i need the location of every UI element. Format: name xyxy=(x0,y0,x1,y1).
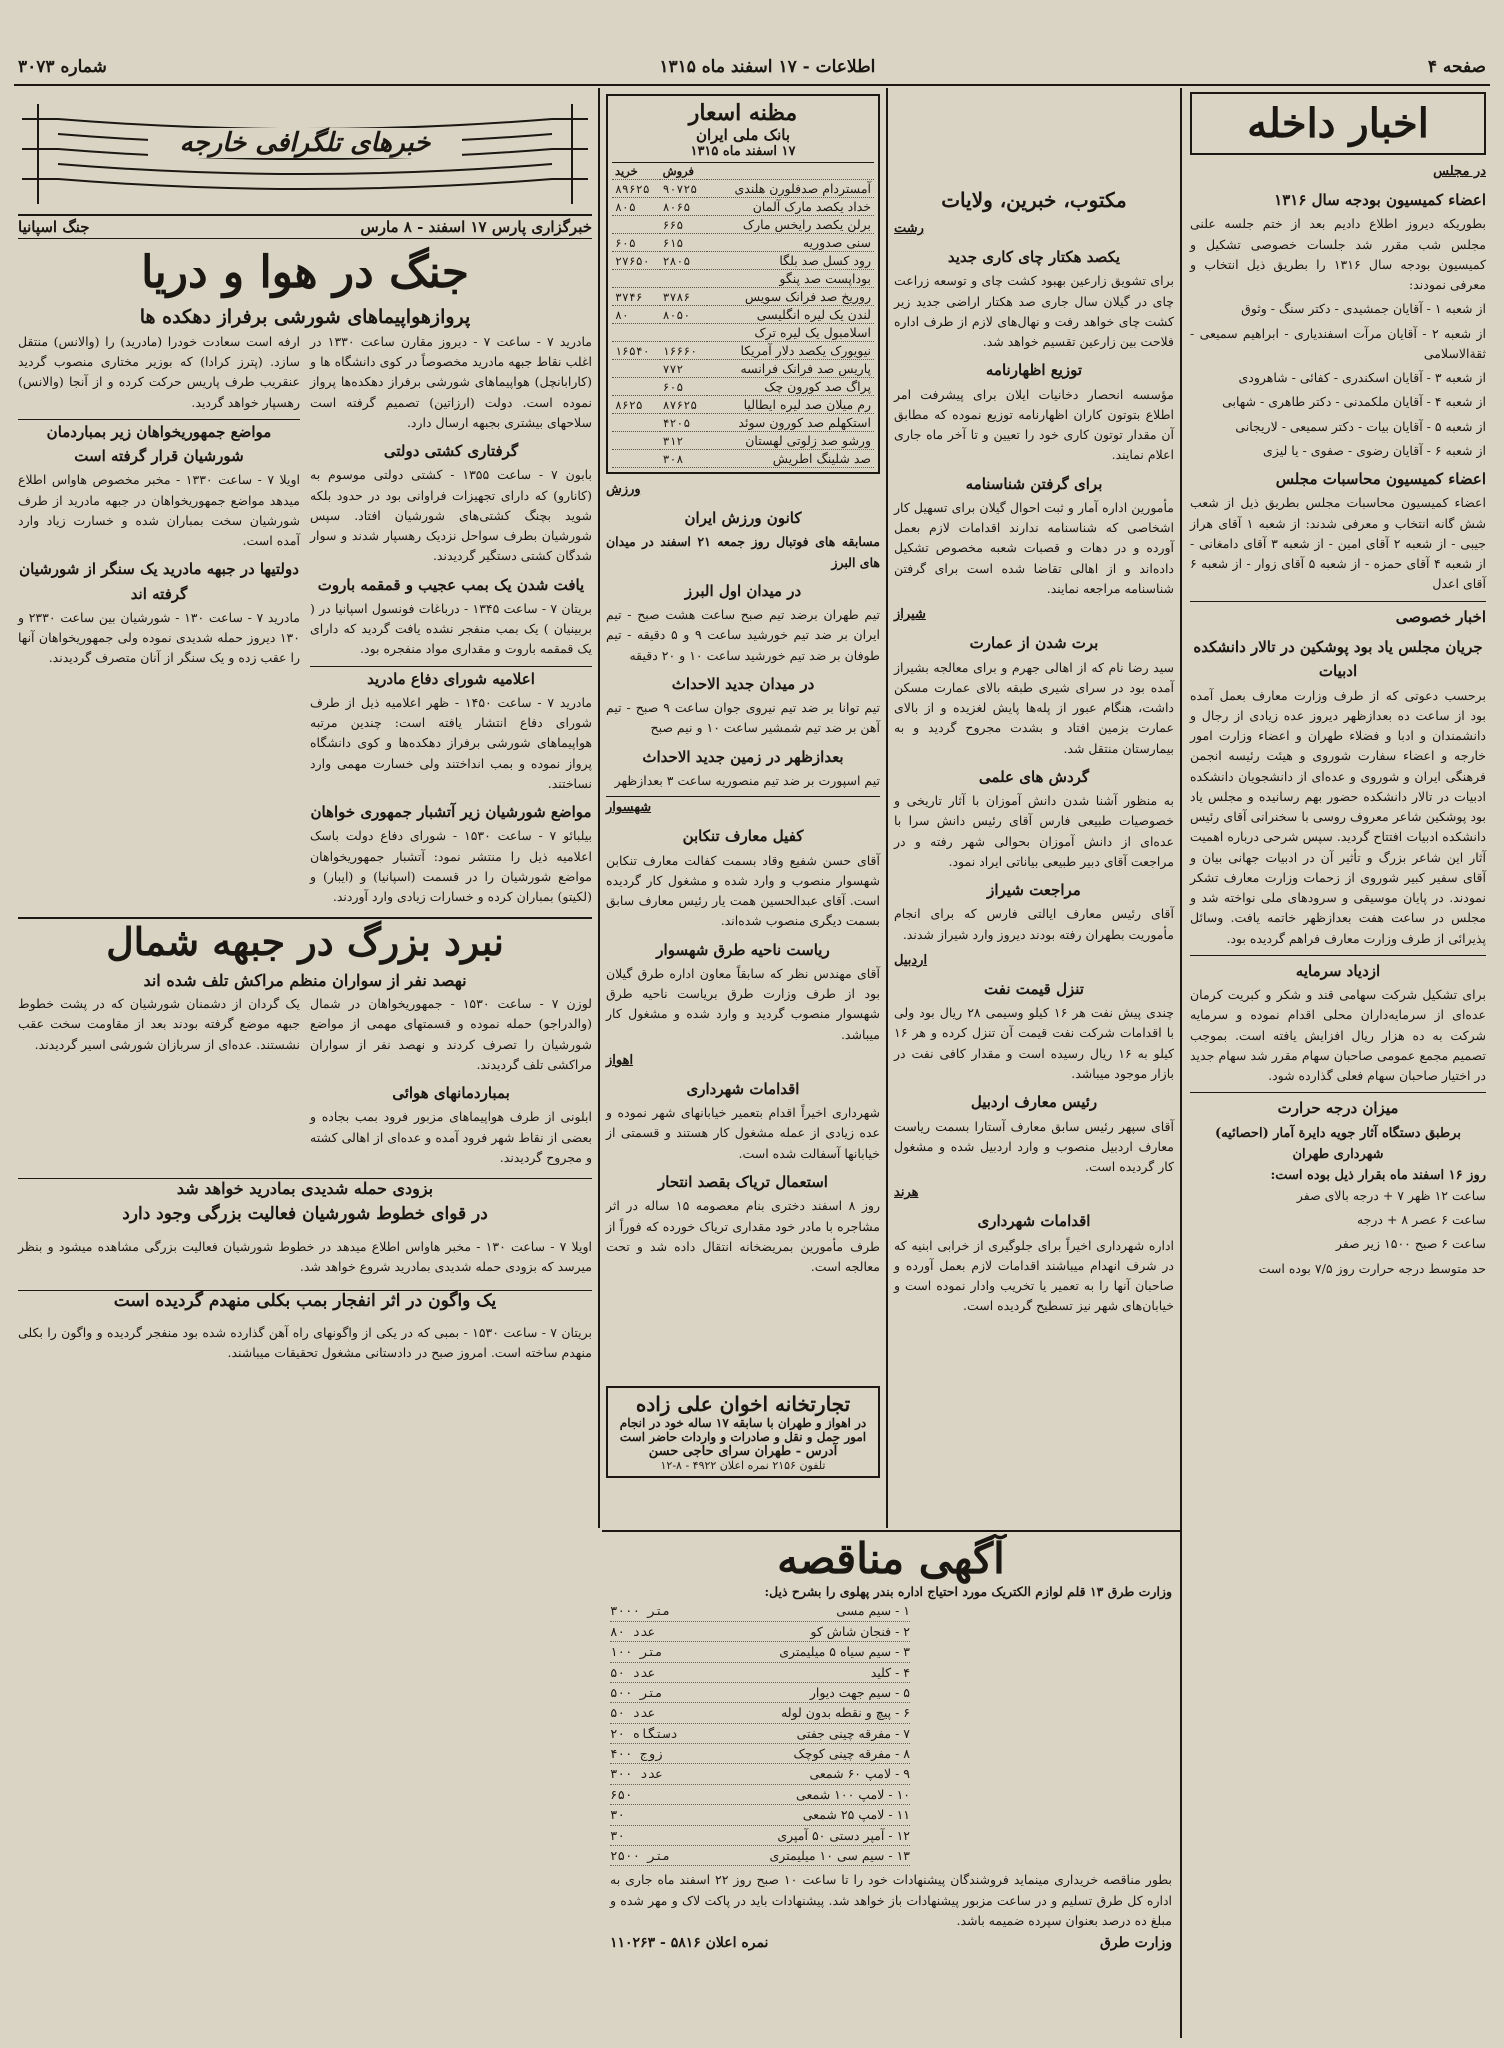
field3-text: تیم اسپورت بر ضد تیم منصوریه ساعت ۳ بعدازظهر xyxy=(614,772,880,788)
tea-headline: یکصد هکتار چای کاری جدید xyxy=(947,248,1121,267)
exchange-rates-box xyxy=(606,94,880,474)
tender-item: ۱ - سیم مسی ۳۰۰۰ متر xyxy=(610,1601,910,1621)
domestic-column xyxy=(1186,88,1490,2038)
trade-ad-title: تجارتخانه اخوان علی زاده xyxy=(635,1392,851,1416)
fall-text: سید رضا نام که از اهالی جهرم و برای معالجه بشیراز آمده بود در سرای شیری طبقه بالای عمارت مسکن داشت، هنگام عبور از پله‌ها پایش لغزیده و از بالای عمارت بزمین افتاد و بشدت مجروح گردید و به بیمارستان منتقل شد. xyxy=(894,659,1174,756)
declaration-text: مؤسسه انحصار دخانیات ایلان برای پیشرفت امر اطلاع بتوتون کاران اظهارنامه توزیع نموده که مطابق آن مقدار توتون کاری خود را تعیین و تا آخر ماه جاری اعلام نمایند. xyxy=(894,386,1174,463)
science-trip-headline: گردش های علمی xyxy=(978,767,1090,786)
budget-member: از شعبه ۴ - آقایان ملکمدنی - دکتر طاهری - شهابی xyxy=(1222,394,1486,410)
poshkin-headline: جریان مجلس یاد بود پوشکین در تالار دانشکده ادبیات xyxy=(1193,637,1483,681)
north-front-text: لوزن ۷ - ساعت ۱۵۳۰ - جمهوریخواهان در شمال (والدراجو) حمله نموده و قسمتهای مهمی از مواضع شورشیان را تصرف کردند و نهصد نفر از سواران مراکشی تلف گردیدند. xyxy=(310,996,592,1072)
council-headline: اعلامیه شورای دفاع مادرید xyxy=(310,666,592,691)
tender-item: ۷ - مفرقه چینی جفتی ۲۰ دستگاه xyxy=(610,1724,910,1744)
tender-item: ۱۱ - لامپ ۲۵ شمعی ۳۰ xyxy=(610,1805,910,1825)
tender-item: ۵ - سیم جهت دیوار ۵۰۰ متر xyxy=(610,1683,910,1703)
tender-item: ۳ - سیم سیاه ۵ میلیمتری ۱۰۰ متر xyxy=(610,1642,910,1662)
tender-text: بطور مناقصه خریداری مینماید فروشندگان پیشنهادات خود را تا ساعت ۱۰ صبح روز ۲۲ اسفند ماه جاری به اداره کل طرق تسلیم و در ساعت مزبور پیشنهادات باز خواهد شد. پیشنهادات باید در پاکت لاک و مهر شده و مبلغ ده درصد بعنوان سپرده ضمیمه باشد. xyxy=(610,1872,1173,1928)
rate-row: بوداپست صد پنگو xyxy=(612,270,874,288)
rate-row: رم میلان صد لیره ایطالیا ۸۷۶۲۵ ۸۶۲۵ xyxy=(612,396,874,414)
artillery-text: بیلبائو ۷ - ساعت ۱۵۳۰ - شورای دفاع دولت باسک اعلامیه ذیل را منتشر نمود: آتشبار جمهوریخواهان مواضع شورشیان را در قسمت (اسپانیا) و (ایبار) و (لکیتو) بمباران کرده و خسارات زیادی وارد آوردند. xyxy=(310,828,592,905)
city-rasht: رشت xyxy=(894,221,924,236)
bomb-found-headline: یافت شدن یک بمب عجیب و قمقمه باروت xyxy=(317,575,585,594)
budget-member: از شعبه ۲ - آقایان مرآت اسفندیاری - ابراهیم سمیعی - ثقةالاسلامی xyxy=(1190,325,1487,361)
city-shiraz: شیراز xyxy=(894,607,926,623)
issue-number: شماره ۳۰۷۳ xyxy=(18,57,107,77)
north-subcolumn-left xyxy=(18,994,300,1172)
col-rule-2 xyxy=(886,88,888,1528)
sports-label: ورزش xyxy=(606,482,641,497)
exchange-date: ۱۷ اسفند ماه ۱۳۱۵ xyxy=(612,144,874,163)
foreign-column xyxy=(14,88,596,2038)
trench-text: مادرید ۷ - ساعت ۱۳۰ - شورشیان بین ساعت ۲۳۳۰ و ۱۳۰ دیروز حمله شدیدی نموده ولی جمهوریخواهان آنها را عقب زده و یک سنگر از آنان متصرف گردیدند. xyxy=(18,609,300,666)
roads-text: آقای مهندس نظر که سابقاً معاون اداره طرق گیلان بود از طرف وزارت طرق بریاست ناحیه طرق شهسوار منصوب گردید و وارد شده و مشغول کار میباشد. xyxy=(606,965,880,1042)
wagon-headline: یک واگون در اثر انفجار بمب بکلی منهدم گردیده است xyxy=(18,1290,592,1311)
budget-headline: اعضاء کمیسیون بودجه سال ۱۳۱۶ xyxy=(1274,191,1486,210)
trench-headline: دولتیها در جبهه مادرید یک سنگر از شورشیان گرفته اند xyxy=(19,560,299,603)
north-subcolumn-right xyxy=(310,994,592,1172)
foreign-subcolumn-left xyxy=(18,332,300,912)
tonekabon-text: آقای حسن شفیع وقاد بسمت کفالت معارف تنکابن شهسوار منصوب و وارد شده و مشغول کار گردیده است. آقای عبدالحسین همت یار رئیس معارف سابق بسمت دیگری منصوب شده‌اند. xyxy=(606,852,880,929)
page-number: صفحه ۴ xyxy=(1427,57,1486,77)
rate-row: سنی صدوریه ۶۱۵ ۶۰۵ xyxy=(612,234,874,252)
budget-text: بطوریکه دیروز اطلاع دادیم بعد از ختم جلسه علنی مجلس شب مقرر شد جلسات خصوصی تشکیل و کمیسیون بودجه سال ۱۳۱۶ را بطریق ذیل انتخاب و معرفی نمودند: xyxy=(1190,216,1487,293)
rate-row: ورشو صد زلوتی لهستان ۳۱۲ xyxy=(612,432,874,450)
paper-date: اطلاعات - ۱۷ اسفند ماه ۱۳۱۵ xyxy=(659,57,876,77)
tender-top-rule xyxy=(602,1530,1180,1532)
municipality-text: اداره شهرداری اخیراً برای جلوگیری از خرابی ابنیه که در شرف انهدام میباشند اقدامات لازم بعمل آورده و صاحبان آنها را به تعمیر یا تخریب وادار نموده است و خیابان‌های شهر نیز تسطیح گردیده است. xyxy=(894,1237,1174,1314)
sports-club: کانون ورزش ایران xyxy=(684,509,802,528)
ship-seized-headline: گرفتاری کشتی دولتی xyxy=(383,442,519,461)
private-news-headline: اخبار خصوصی xyxy=(1190,601,1486,629)
weather-row: ساعت ۱۲ ظهر ۷ + درجه بالای صفر xyxy=(1296,1187,1486,1203)
rate-row: لندن یک لیره انگلیسی ۸۰۵۰ ۸۰ xyxy=(612,306,874,324)
declaration-headline: توزیع اظهارنامه xyxy=(985,361,1083,380)
field3-headline: بعدازظهر در زمین جدید الاحداث xyxy=(642,747,844,766)
spain-war-label: جنگ اسپانیا xyxy=(18,218,90,236)
tonekabon-headline: کفیل معارف تنکابن xyxy=(682,827,804,846)
ship-seized-text: بابون ۷ - ساعت ۱۳۵۵ - کشتی دولتی موسوم به (کانارو) که دارای تجهیزات فراوانی بود در حدود بلکه شوید بچنگ کشتی‌های شورشیان افتاد. سپس شورشیان بطرف سواحل نزدیک رهسپار شدند و سوار شدگان کشتی دستگیر گردیدند. xyxy=(310,467,592,564)
id-card-headline: برای گرفتن شناسنامه xyxy=(965,474,1103,493)
return-text: آقای رئیس معارف ایالتی فارس که برای انجام مأموریت بطهران رفته بودند دیروز وارد شیراز شدند. xyxy=(894,906,1174,942)
ahvaz-municipality-text: شهرداری اخیراً اقدام بتعمیر خیابانهای شهر نموده و عده زیادی از عمله مشغول کار هستند و قسمتی از خیابانها آسفالت شده است. xyxy=(606,1105,880,1161)
rate-row: آمستردام صدفلورن هلندی ۹۰۷۲۵ ۸۹۶۲۵ xyxy=(612,180,874,198)
council-text: مادرید ۷ - ساعت ۱۴۵۰ - ظهر اعلامیه ذیل از طرف شورای دفاع انتشار یافته است: چندین مرتبه هواپیماهای شورشی برفراز دهکده‌ها و کوی دانشگاه پرواز نموده و بمب انداختند ولی خسارت مهمی وارد نساختند. xyxy=(310,694,592,791)
flight-text: مادرید ۷ - ساعت ۷ - دیروز مقارن ساعت ۱۳۳۰ در اغلب نقاط جبهه مادرید مخصوصاً در کوی دانشگاه ها و (کارابانچل) هواپیماهای شورشی برفراز دهکده‌ها پرواز نموده است. دولت (ارزاتین) تصمیم گرفته است سلاحهای بیشتری بجبهه ارسال دارد. xyxy=(310,333,592,430)
buy-header: خرید xyxy=(612,163,660,180)
rate-row: اسلامبول یک لیره ترک xyxy=(612,324,874,342)
tender-item: ۸ - مفرقه چینی کوچک ۴۰۰ زوج xyxy=(610,1744,910,1764)
foreign-subcolumn-right xyxy=(310,332,592,912)
trade-ad xyxy=(606,1386,880,1478)
fall-headline: برت شدن از عمارت xyxy=(969,634,1099,653)
attack-text: اویلا ۷ - ساعت ۱۳۰ - مخبر هاواس اطلاع میدهد در خطوط شورشیان فعالیت بزرگی مشاهده میشود و بنظر میرسد که بزودی حمله شدیدی بمادرید شروع خواهد شد. xyxy=(18,1238,592,1274)
main-headline: جنگ در هوا و دریا xyxy=(141,247,469,298)
budget-member: از شعبه ۵ - آقایان بیات - دکتر سمیعی - لاریجانی xyxy=(1235,418,1486,434)
market-column xyxy=(602,88,884,1528)
tender-notice xyxy=(604,1534,1178,2034)
oil-price-text: چندی پیش نفت هر ۱۶ کیلو وسیمی ۲۸ ریال بود ولی با اقدامات شرکت نفت قیمت آن تنزل کرده و هر ۱۶ کیلو به ۱۶ ریال رسیده است و مقدار کافی نفت در بازار موجود میباشد. xyxy=(894,1005,1175,1081)
rate-row: صد شلینگ اطریش ۳۰۸ xyxy=(612,450,874,468)
exchange-title: مظنه اسعار xyxy=(688,100,798,126)
bank-name: بانک ملی ایران xyxy=(695,126,791,144)
attack-subheadline: در قوای خطوط شورشیان فعالیت بزرگی وجود دارد xyxy=(122,1204,488,1225)
tender-signature: وزارت طرق xyxy=(1100,1935,1172,1952)
rate-row: رود کسل صد بلگا ۲۸۰۵ ۲۷۶۵۰ xyxy=(612,252,874,270)
trade-ad-text: در اهواز و طهران با سابقه ۱۷ ساله خود در انجام امور حمل و نقل و صادرات و واردات حاضر است xyxy=(619,1416,867,1444)
city-ardabil: اردبیل xyxy=(894,952,928,968)
weather-headline: میزان درجه حرارت xyxy=(1190,1092,1486,1120)
telegraph-title: خبرهای تلگرافی خارجه xyxy=(148,128,462,158)
rate-row: نیویورک یکصد دلار آمریکا ۱۶۶۶۰ ۱۶۵۴۰ xyxy=(612,342,874,360)
republicans-bombed-text: اویلا ۷ - ساعت ۱۳۳۰ - مخبر مخصوص هاواس اطلاع میدهد مواضع جمهوریخواهان در جبهه مادرید از طرف شورشیان سخت بمباران شده و خسارت زیاد وارد آمده است. xyxy=(18,472,300,549)
municipality-headline: اقدامات شهرداری xyxy=(977,1212,1091,1231)
tender-item: ۱۲ - آمپر دستی ۵۰ آمپری ۳۰ xyxy=(610,1826,910,1846)
trade-ad-phone: تلفون ۲۱۵۶ نمره اعلان ۴۹۲۲ - ۸-۱۲ xyxy=(660,1459,826,1472)
weather-row: ساعت ۶ عصر ۸ + درجه xyxy=(1356,1212,1486,1228)
tender-intro: وزارت طرق ۱۳ قلم لوازم الکتریک مورد احتیاج اداره بندر پهلوی را بشرح ذیل: xyxy=(764,1584,1172,1600)
telegraph-banner xyxy=(18,94,592,214)
rate-row: استکهلم صد کورون سوئد ۴۲۰۵ xyxy=(612,414,874,432)
tender-item: ۲ - فنجان شاش کو ۸۰ عدد xyxy=(610,1622,910,1642)
attack-headline: بزودی حمله شدیدی بمادرید خواهد شد xyxy=(18,1178,592,1198)
domestic-title: اخبار داخله xyxy=(1190,92,1486,155)
budget-member: از شعبه ۳ - آقایان اسکندری - کفائی - شاهرودی xyxy=(1238,370,1486,386)
majlis-label: در مجلس xyxy=(1433,164,1486,179)
wagon-text: بریتان ۷ - ساعت ۱۵۳۰ - بمبی که در یکی از واگونهای راه آهن گذارده شده بود منفجر گردیده و واگون را بکلی منهدم ساخته است. امروز صبح در دادستانی مشغول تحقیقات میباشند. xyxy=(18,1325,592,1361)
weather-row: ساعت ۶ صبح ۱۵۰۰ زیر صفر xyxy=(1335,1236,1486,1252)
main-subheadline: پروازهواپیماهای شورشی برفراز دهکده ها xyxy=(139,305,471,328)
field1-headline: در میدان اول البرز xyxy=(684,581,802,600)
tender-item: ۴ - کلید ۵۰ عدد xyxy=(610,1663,910,1683)
weather-note: روز ۱۶ اسفند ماه بقرار ذیل بوده است: xyxy=(1270,1167,1486,1183)
budget-member: از شعبه ۱ - آقایان جمشیدی - دکتر سنگ - وثوق xyxy=(1241,301,1486,317)
bomb-found-text: بریتان ۷ - ساعت ۱۳۴۵ - درباغات فونسول اسپانیا در ( بربینیان ) یک بمب منفجر نشده یافت گردید که دارای یک قمقمه باروت و مقداری مواد منفجره بود. xyxy=(310,600,592,657)
north-front-subheadline: نهصد نفر از سواران منظم مراکش تلف شده اند xyxy=(143,971,467,991)
valencia-text: ارفه است سعادت خودرا (مادرید) را (والانس) منتقل سازد. (پترز کرادا) که بوزیر مختاری منصوب گردید عنقریب طرف پاریس حرکت کرده و از آنجا (والانس) رهسپار خواهد گردید. xyxy=(18,333,300,410)
sell-header: فروش xyxy=(660,163,708,180)
north-front-headline: نبرد بزرگ در جبهه شمال xyxy=(18,917,592,965)
provincial-title: مکتوب، خبرین، ولایات xyxy=(941,188,1127,212)
rates-table xyxy=(612,163,874,468)
sports-subtitle: مسابقه های فوتبال روز جمعه ۲۱ اسفند در میدان های البرز xyxy=(606,534,880,570)
poshkin-text: برحسب دعوتی که از طرف وزارت معارف بعمل آمده بود از ساعت ده بعدازظهر دیروز عده زیادی از رجال و دانشمندان و ادبا و فضلاء طهران و اعضاء وزارت امور خارجه و اعضاء سفارت شوروی و هیئت رئیسه انجمن فرهنگی ایران و شوروی و عده‌ای از دانشجویان دانشکده ادبیات در تالار دانشکده حضور بهم رسانیده و مجلس یاد بود پوشکین شاعر معروف روسی با سخنرانی آقای رئیس دانشکده ادبیات افتتاح گردید. سپس شرحی درباره اهمیت آثار این شاعر بزرگ و تأثیر آن در ادبیات جهانی بیان و آقای سفیر کبیر شوروی از زحمات وزارت معارف تشکر نمودند. در پایان موسیقی و سرودهای ملی نواخته شد و مجلس در ساعت هفت بعدازظهر خاتمه یافت. وسائل پذیرائی از طرف وزارت معارف فراهم گردیده بود. xyxy=(1190,687,1486,946)
rates-header-row xyxy=(612,163,874,180)
education-head-headline: رئیس معارف اردبیل xyxy=(970,1093,1098,1112)
rate-row: پراگ صد کورون چک ۶۰۵ xyxy=(612,378,874,396)
news-source: خبرگزاری پارس ۱۷ اسفند - ۸ مارس xyxy=(360,218,592,236)
accounts-headline: اعضاء کمیسیون محاسبات مجلس xyxy=(1275,470,1486,489)
ahvaz-label: اهواز xyxy=(606,1052,634,1068)
city-herand: هرند xyxy=(894,1185,919,1201)
accounts-text: اعضاء کمیسیون محاسبات مجلس بطریق ذیل از شعب شش گانه انتخاب و معرفی شدند: از شعبه ۱ آقای هراز جیبی - از شعبه ۲ آقای امین - از شعبه ۳ آقای دامغانی - از شعبه ۴ آقای حمزه - از شعبه ۵ آقای زوار - از شعبه ۶ آقای اعدل xyxy=(1190,495,1486,592)
air-raids-headline: بمباردمانهای هوائی xyxy=(392,1084,510,1103)
field2-text: تیم توانا بر ضد تیم نیروی جوان ساعت ۹ صبح - تیم آهن بر ضد تیم شمشیر ساعت ۱۰ و نیم صبح xyxy=(606,700,880,736)
republicans-bombed-headline: مواضع جمهوریخواهان زیر بمباردمان شورشیان قرار گرفته است xyxy=(18,419,300,469)
id-card-text: مأمورین اداره آمار و ثبت احوال گیلان برای تسهیل کار اشخاصی که شناسنامه ندارند اقدامات لازم بعمل آورده و در دهات و قصبات شعبه مخصوص تشکیل داده‌اند و از اهالی تقاضا شده است برای گرفتن شناسنامه مراجعه نمایند. xyxy=(894,499,1174,596)
field1-text: تیم طهران برضد تیم صبح ساعت هشت صبح - تیم ایران بر ضد تیم خورشید ساعت ۹ و ۵ دقیقه - تیم طوفان بر ضد تیم خورشید ساعت ۱۰ و ۲۰ دقیقه xyxy=(606,607,880,663)
provincial-column xyxy=(890,88,1178,1528)
header-bar xyxy=(14,52,1490,82)
tea-text: برای تشویق زارعین بهبود کشت چای و توسعه زراعت چای در گیلان سال جاری صد هکتار اراضی جدید زیر کشت چای خواهد رفت و نهال‌های لازم از طرف اداره فلاحت بین زارعین تقسیم خواهد شد. xyxy=(894,273,1174,350)
col-rule-1 xyxy=(1180,88,1182,2038)
budget-member: از شعبه ۶ - آقایان رضوی - صفوی - یا لیزی xyxy=(1263,442,1486,458)
shahsavar-label: شهسوار xyxy=(606,796,880,818)
rate-row: خداد یکصد مارک آلمان ۸۰۶۵ ۸۰۵ xyxy=(612,198,874,216)
tender-items xyxy=(610,1601,910,1866)
capital-text: برای تشکیل شرکت سهامی قند و شکر و کبریت کرمان عده‌ای از سرمایه‌داران محلی اقدام نموده و سرمایه شرکت به ده هزار ریال افزایش یافته است. بموجب تصمیم مجمع عمومی صاحبان سهام مقرر شد سهام جدید در اختیار صاحبان سهام فعلی گذارده شود. xyxy=(1190,987,1486,1084)
col-rule-3 xyxy=(598,88,600,1528)
weather-subtitle: برطبق دستگاه آثار جویه دایرة آمار (احصائیه) شهرداری طهران xyxy=(1215,1125,1461,1162)
return-headline: مراجعت شیراز xyxy=(987,881,1081,900)
tender-item: ۶ - پیچ و نقطه بدون لوله ۵۰ عدد xyxy=(610,1703,910,1723)
science-trip-text: به منظور آشنا شدن دانش آموزان با آثار تاریخی و خصوصیات طبیعی فارس آقای رئیس دانش سرا با عده‌ای از دانش آموزان بحوالی شهر رفته و در مراجعت آقای دبیر طبیعی بیاناتی ایراد نمود. xyxy=(894,793,1174,869)
roads-headline: ریاست ناحیه طرق شهسوار xyxy=(656,940,830,959)
tender-item: ۱۰ - لامپ ۱۰۰ شمعی ۶۵۰ xyxy=(610,1785,910,1805)
rate-row: پاریس صد فرانک فرانسه ۷۷۲ xyxy=(612,360,874,378)
opium-text: روز ۸ اسفند دختری بنام معصومه ۱۵ ساله در اثر مشاجره با مادر خود مقداری تریاک خورده که فوراً از طرف مأمورین بمریضخانه انتقال داده شد و تحت معالجه است. xyxy=(606,1198,880,1275)
tender-item: ۹ - لامپ ۶۰ شمعی ۳۰۰ عدد xyxy=(610,1764,910,1784)
air-raids-text: ابلونی از طرف هواپیماهای مزبور فرود بمب بجاده و بعضی از نقاط شهر فرود آمده و عده‌ای از اهالی کشته و مجروح گردیدند. xyxy=(310,1109,592,1165)
opium-headline: استعمال تریاک بقصد انتحار xyxy=(658,1172,828,1191)
oil-price-headline: تنزل قیمت نفت xyxy=(984,979,1084,998)
header-rule xyxy=(14,84,1490,86)
tender-item: ۱۳ - سیم سی ۱۰ میلیمتری ۲۵۰۰ متر xyxy=(610,1846,910,1866)
trade-ad-address: آدرس - طهران سرای حاجی حسن xyxy=(648,1444,838,1459)
ahvaz-municipality-headline: اقدامات شهرداری xyxy=(686,1079,800,1098)
tender-number: نمره اعلان ۵۸۱۶ - ۱۱۰۲۶۳ xyxy=(610,1935,769,1952)
education-head-text: آقای سپهر رئیس سابق معارف آستارا بسمت ریاست معارف اردبیل منصوب و وارد اردبیل شده و مشغول کار گردیده است. xyxy=(894,1118,1174,1175)
battalion-text: یک گردان از دشمنان شورشیان که در پشت خطوط جبهه موضع گرفته بودند بعد از مقاومت سخت عقب نشستند. عده‌ای از سربازان شورشی اسیر گردیدند. xyxy=(18,996,300,1052)
weather-average: حد متوسط درجه حرارت روز ۷/۵ بوده است xyxy=(1258,1260,1486,1276)
rate-row: برلن یکصد رایخس مارک ۶۶۵ xyxy=(612,216,874,234)
artillery-headline: مواضع شورشیان زیر آتشبار جمهوری خواهان xyxy=(310,803,592,822)
field2-headline: در میدان جدید الاحداث xyxy=(671,674,815,693)
rate-row: روریخ صد فرانک سویس ۳۷۸۶ ۳۷۴۶ xyxy=(612,288,874,306)
capital-headline: ازدیاد سرمایه xyxy=(1190,955,1486,983)
tender-title: آگهی مناقصه xyxy=(777,1534,1005,1583)
